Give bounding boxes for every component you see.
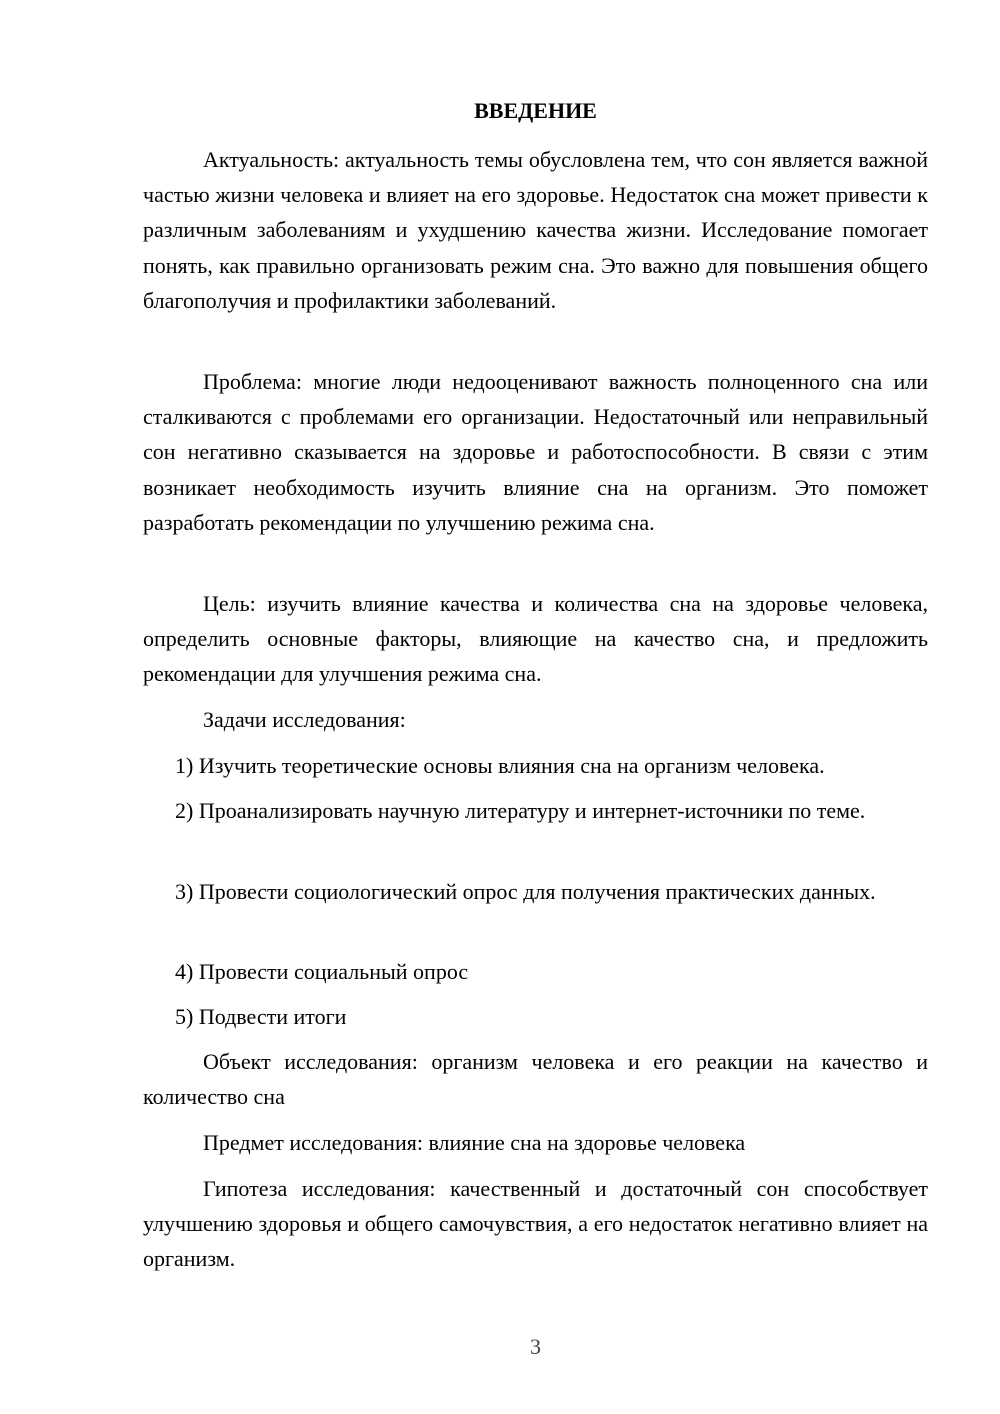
- paragraph-research-subject: Предмет исследования: влияние сна на здоровье человека: [203, 1130, 746, 1155]
- task-item-1: 1) Изучить теоретические основы влияния сна на организм человека.: [175, 753, 825, 778]
- page-number: 3: [530, 1334, 541, 1359]
- task-item-4: 4) Провести социальный опрос: [175, 959, 469, 984]
- page-title: ВВЕДЕНИЕ: [474, 98, 597, 123]
- task-item-3: 3) Провести социологический опрос для получения практических данных.: [175, 879, 876, 904]
- paragraph-hypothesis: Гипотеза исследования: качественный и достаточный сон способствует улучшению здоровья и общего самочувствия, а его недостаток негативно влияет на организм.: [143, 1176, 928, 1272]
- task-item-5: 5) Подвести итоги: [175, 1004, 347, 1029]
- paragraph-relevance: Актуальность: актуальность темы обусловлена тем, что сон является важной частью жизни человека и влияет на его здоровье. Недостаток сна может привести к различным заболеваниям и ухудшению качества жизни. Исследование помогает понять, как правильно организовать режим сна. Это важно для повышения общего благополучия и профилактики заболеваний.: [143, 147, 928, 313]
- paragraph-problem: Проблема: многие люди недооценивают важность полноценного сна или сталкиваются с проблемами его организации. Недостаточный или неправильный сон негативно сказывается на здоровье и работоспособности. В связи с этим возникает необходимость изучить влияние сна на организм. Это поможет разработать рекомендации по улучшению режима сна.: [143, 369, 928, 535]
- task-item-2: 2) Проанализировать научную литературу и интернет-источники по теме.: [175, 798, 866, 823]
- paragraph-tasks-heading: Задачи исследования:: [203, 707, 406, 732]
- paragraph-goal: Цель: изучить влияние качества и количества сна на здоровье человека, определить основные факторы, влияющие на качество сна, и предложить рекомендации для улучшения режима сна.: [143, 591, 928, 687]
- paragraph-research-object: Объект исследования: организм человека и его реакции на качество и количество сна: [143, 1049, 928, 1110]
